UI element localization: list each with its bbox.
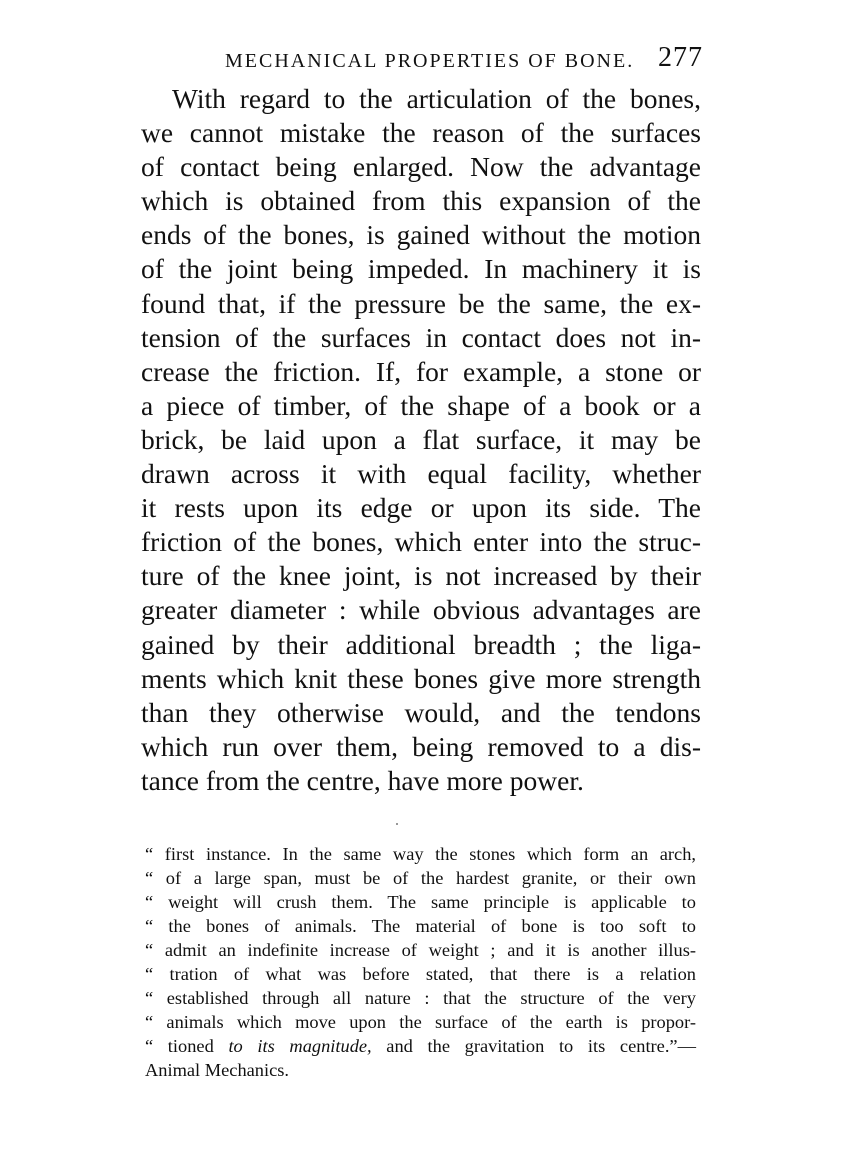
body-line: With regard to the articulation of the bones, bbox=[172, 83, 701, 114]
footnote-emphasis: to its magnitude, bbox=[228, 1036, 372, 1056]
body-paragraph bbox=[141, 82, 701, 798]
body-line: gained by their additional breadth ; the liga- bbox=[141, 628, 701, 660]
body-line: than they otherwise would, and the tendons bbox=[141, 696, 701, 728]
footnote-text: “ tioned bbox=[145, 1036, 229, 1056]
body-line: tension of the surfaces in contact does not in- bbox=[141, 321, 701, 353]
body-line: greater diameter : while obvious advantages are bbox=[141, 594, 701, 626]
body-line: ends of the bones, is gained without the motion bbox=[141, 219, 701, 251]
footnote-line: “ weight will crush them. The same principle is applicable to bbox=[145, 892, 696, 912]
page-number: 277 bbox=[658, 42, 703, 73]
body-line: friction of the bones, which enter into the struc- bbox=[141, 526, 701, 558]
body-line: ments which knit these bones give more strength bbox=[141, 662, 701, 694]
footnote-line bbox=[145, 1034, 696, 1058]
body-line: drawn across it with equal facility, whether bbox=[141, 458, 701, 490]
body-line: of the joint being impeded. In machinery it is bbox=[141, 253, 701, 285]
print-speck bbox=[396, 823, 398, 825]
footnote-text: and the gravitation to its centre.”— bbox=[371, 1036, 696, 1056]
body-line: which is obtained from this expansion of the bbox=[141, 185, 701, 217]
body-line: ture of the knee joint, is not increased by their bbox=[141, 560, 701, 592]
running-head bbox=[225, 40, 703, 74]
footnote-line: “ of a large span, must be of the hardest granite, or their own bbox=[145, 868, 696, 888]
footnote bbox=[145, 842, 696, 1082]
body-line: crease the friction. If, for example, a stone or bbox=[141, 355, 701, 387]
footnote-line: “ animals which move upon the surface of the earth is propor- bbox=[145, 1012, 696, 1032]
body-line: tance from the centre, have more power. bbox=[141, 764, 584, 796]
footnote-source: Animal Mechanics. bbox=[145, 1060, 290, 1080]
footnote-line: “ admit an indefinite increase of weight ; and it is another illus- bbox=[145, 940, 696, 960]
footnote-line: “ tration of what was before stated, that there is a relation bbox=[145, 964, 696, 984]
body-line: of contact being enlarged. Now the advantage bbox=[141, 151, 701, 183]
body-line: a piece of timber, of the shape of a book or a bbox=[141, 389, 701, 421]
body-line: it rests upon its edge or upon its side. The bbox=[141, 492, 701, 524]
body-line: brick, be laid upon a flat surface, it may be bbox=[141, 423, 701, 455]
body-line: we cannot mistake the reason of the surfaces bbox=[141, 117, 701, 149]
running-title: MECHANICAL PROPERTIES OF BONE. bbox=[225, 50, 635, 72]
footnote-line: “ established through all nature : that the structure of the very bbox=[145, 988, 696, 1008]
body-line: found that, if the pressure be the same, the ex- bbox=[141, 287, 701, 319]
body-line: which run over them, being removed to a dis- bbox=[141, 730, 701, 762]
footnote-line: “ first instance. In the same way the stones which form an arch, bbox=[145, 844, 696, 864]
footnote-line: “ the bones of animals. The material of bone is too soft to bbox=[145, 916, 696, 936]
